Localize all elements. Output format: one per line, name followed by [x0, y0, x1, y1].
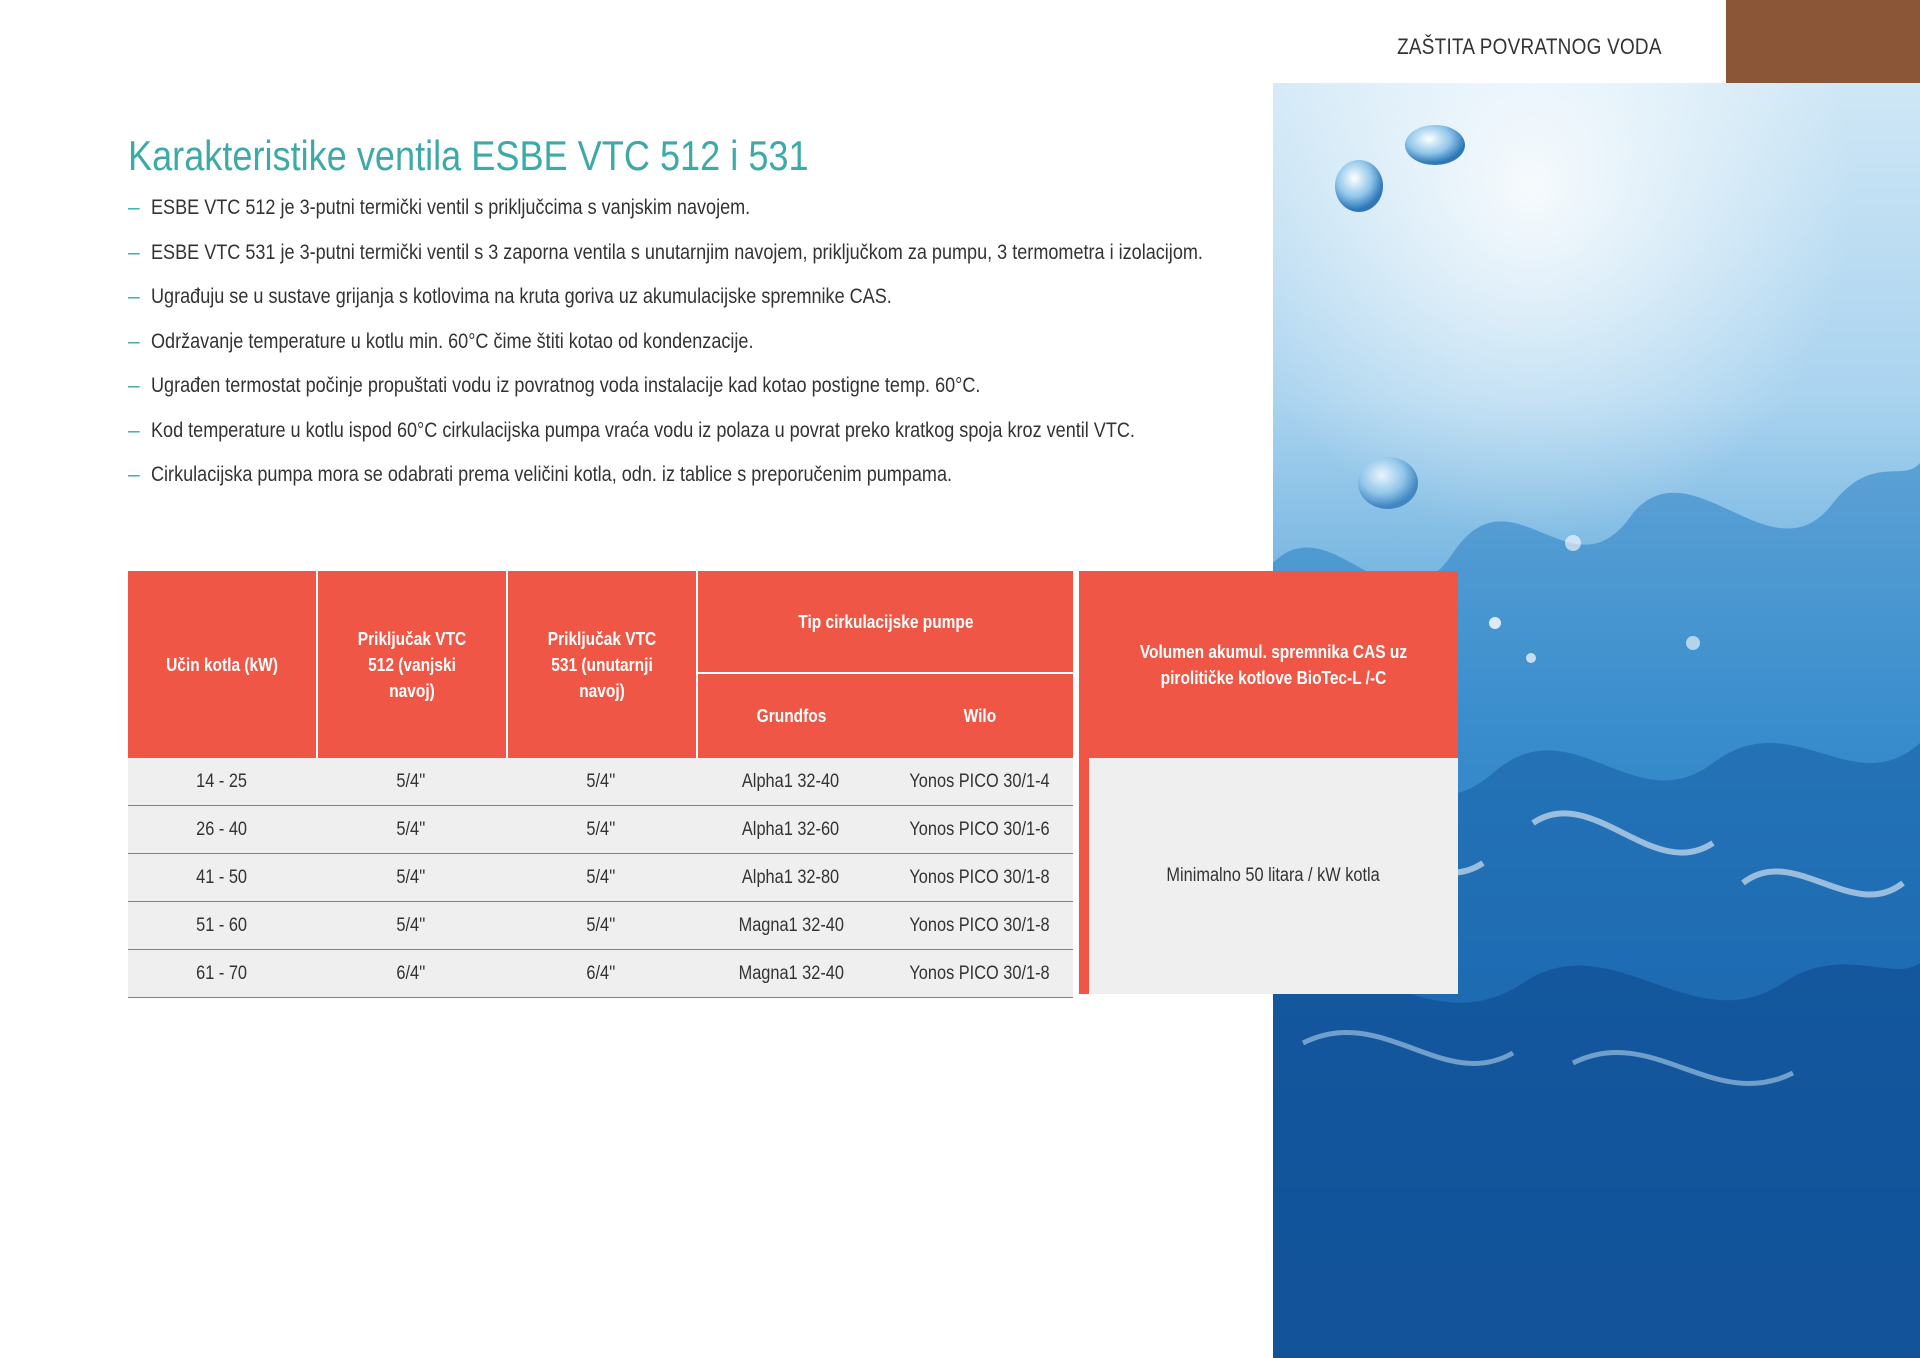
header-grundfos: Grundfos: [698, 674, 884, 758]
bullet-marker: –: [128, 374, 140, 397]
section-color-tab: [1726, 0, 1920, 83]
bullet-marker: –: [128, 463, 140, 486]
list-item: – Održavanje temperature u kotlu min. 60°C čime štiti kotao od kondenzacije.: [128, 329, 754, 353]
header-volume: Volumen akumul. spremnika CAS uz pirolitičke kotlove BioTec-L /-C: [1089, 571, 1458, 758]
bullet-marker: –: [128, 418, 140, 442]
list-item: – Ugrađuju se u sustave grijanja s kotlovima na kruta goriva uz akumulacijske spremnike CAS.: [128, 285, 892, 308]
list-item: – Ugrađen termostat počinje propuštati vodu iz povratnog voda instalacije kad kotao postigne temp. 60°C.: [128, 374, 981, 397]
table-row: 51 - 60 5/4'' 5/4'' Magna1 32-40 Yonos PICO 30/1-8: [128, 902, 1073, 950]
table-body: [128, 758, 1073, 998]
header-vtc512: Priključak VTC 512 (vanjski navoj): [318, 571, 506, 758]
section-label: ZAŠTITA POVRATNOG VODA: [1397, 34, 1662, 59]
header-wilo: Wilo: [886, 674, 1073, 758]
bullet-marker: –: [128, 329, 140, 353]
header-pump-type: Tip cirkulacijske pumpe: [698, 571, 1073, 672]
table-row: 14 - 25 5/4'' 5/4'' Alpha1 32-40 Yonos PICO 30/1-4: [128, 758, 1073, 806]
table-column-separator: [1079, 571, 1089, 994]
header-divider: [316, 571, 318, 758]
header-divider: [506, 571, 508, 758]
header-divider: [698, 672, 1073, 674]
list-item: – ESBE VTC 512 je 3-putni termički ventil s priključcima s vanjskim navojem.: [128, 196, 751, 219]
bullet-marker: –: [128, 196, 140, 219]
table-row: 61 - 70 6/4'' 6/4'' Magna1 32-40 Yonos PICO 30/1-8: [128, 950, 1073, 998]
header-power: Učin kotla (kW): [128, 571, 316, 758]
feature-list: [128, 196, 1374, 508]
table-row: 41 - 50 5/4'' 5/4'' Alpha1 32-80 Yonos PICO 30/1-8: [128, 854, 1073, 902]
bullet-marker: –: [128, 285, 140, 308]
list-item: – Kod temperature u kotlu ispod 60°C cirkulacijska pumpa vraća vodu iz polaza u povrat preko kratkog spoja kroz ventil VTC.: [128, 418, 1135, 442]
page-title: Karakteristike ventila ESBE VTC 512 i 531: [128, 132, 809, 179]
list-item: – ESBE VTC 531 je 3-putni termički ventil s 3 zaporna ventila s unutarnjim navojem, priključkom za pumpu, 3 termometra i izolacijom.: [128, 240, 1203, 264]
header-vtc531: Priključak VTC 531 (unutarnji navoj): [508, 571, 696, 758]
header-divider: [696, 571, 698, 758]
volume-value-cell: Minimalno 50 litara / kW kotla: [1089, 758, 1458, 994]
bullet-marker: –: [128, 240, 140, 264]
table-row: 26 - 40 5/4'' 5/4'' Alpha1 32-60 Yonos PICO 30/1-6: [128, 806, 1073, 854]
pump-table: [128, 571, 1458, 994]
list-item: – Cirkulacijska pumpa mora se odabrati prema veličini kotla, odn. iz tablice s preporučenim pumpama.: [128, 463, 953, 486]
